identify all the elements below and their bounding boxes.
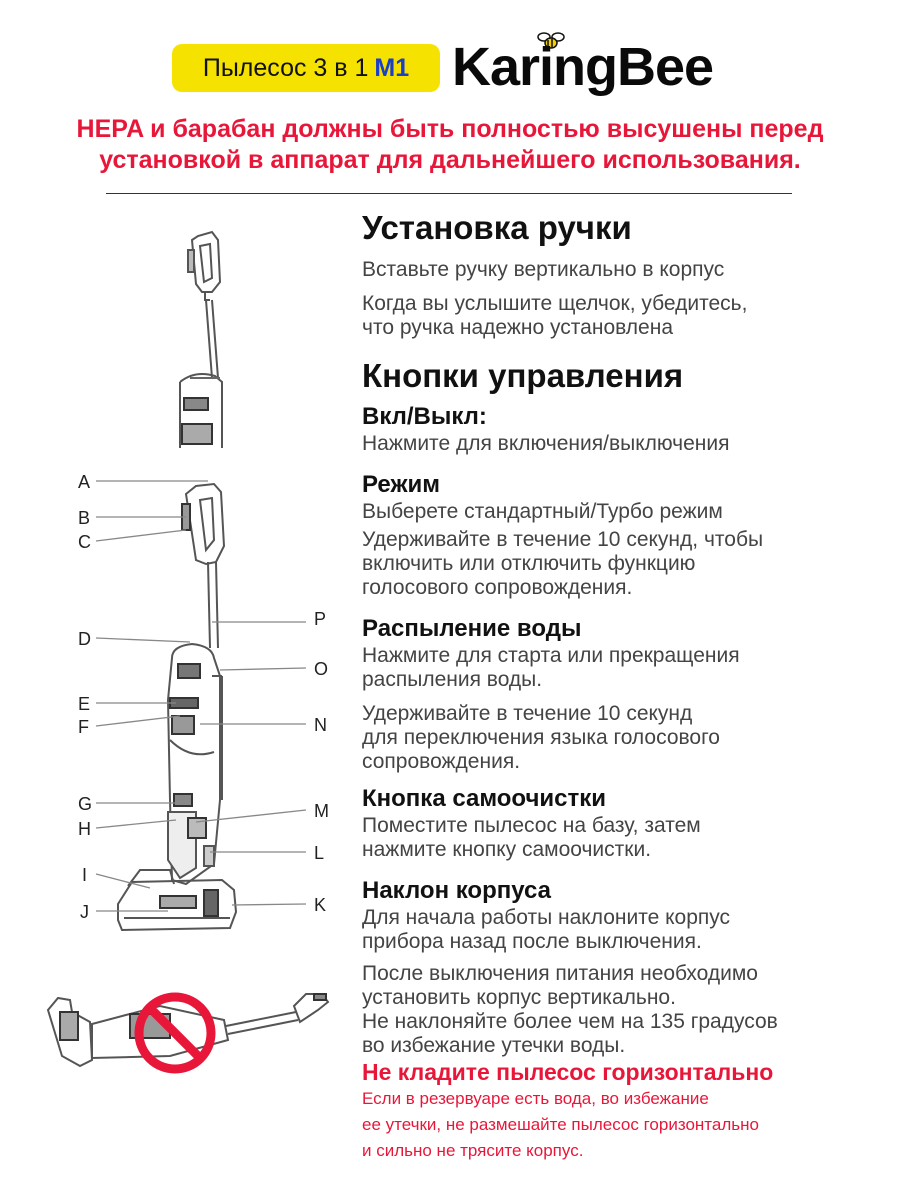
power-title: Вкл/Выкл: — [362, 403, 487, 430]
label-b: B — [78, 508, 91, 528]
label-l: L — [314, 843, 325, 863]
handle-install-illustration — [180, 232, 222, 448]
mode-text: Удерживайте в течение 10 секунд, чтобы включить или отключить функцию голосового сопровождения. — [362, 528, 764, 599]
label-h: H — [78, 819, 91, 839]
mode-text: Выберете стандартный/Турбо режим — [362, 500, 723, 523]
label-o: O — [314, 659, 329, 679]
label-i: I — [82, 865, 88, 885]
horizontal-warning-title: Не кладите пылесос горизонтально — [362, 1059, 774, 1085]
badge-model: M1 — [374, 54, 410, 82]
tilt-title: Наклон корпуса — [362, 877, 551, 904]
horizontal-warning-text: Если в резервуаре есть вода, во избежание ее утечки, не размешайте пылесос горизонтально и сильно не трясите корпус. — [362, 1089, 759, 1160]
vacuum-parts-diagram — [118, 484, 236, 930]
label-g: G — [78, 794, 93, 814]
horizontal-vacuum-illustration — [48, 994, 328, 1066]
selfclean-title: Кнопка самоочистки — [362, 785, 607, 812]
spray-title: Распыление воды — [362, 615, 582, 642]
label-m: M — [314, 801, 329, 821]
handle-text: Когда вы услышите щелчок, убедитесь, что ручка надежно установлена — [362, 292, 748, 339]
handle-text: Вставьте ручку вертикально в корпус — [362, 258, 725, 281]
label-n: N — [314, 715, 327, 735]
tilt-text: Для начала работы наклоните корпус прибора назад после выключения. — [362, 906, 731, 953]
warning-line: HEPA и барабан должны быть полностью высушены перед — [76, 115, 824, 143]
label-c: C — [78, 532, 91, 552]
tilt-text: После выключения питания необходимо установить корпус вертикально. Не наклоняйте более чем на 135 градусов во избежание утечки воды. — [362, 962, 778, 1057]
label-e: E — [78, 694, 91, 714]
label-k: K — [314, 895, 327, 915]
controls-title: Кнопки управления — [362, 357, 684, 394]
label-a: A — [78, 472, 91, 492]
label-f: F — [78, 717, 89, 737]
leader-lines — [96, 481, 306, 911]
brand-logo: KaringBee — [452, 37, 714, 97]
spray-text: Удерживайте в течение 10 секунд для переключения языка голосового сопровождения. — [362, 702, 720, 773]
badge-text: Пылесос 3 в 1 — [202, 54, 369, 82]
mode-title: Режим — [362, 471, 440, 498]
spray-text: Нажмите для старта или прекращения распыления воды. — [362, 644, 740, 691]
vacuum-illustrations — [0, 0, 360, 1200]
selfclean-text: Поместите пылесос на базу, затем нажмите кнопку самоочистки. — [362, 814, 701, 861]
instructions — [362, 206, 882, 1164]
power-text: Нажмите для включения/выключения — [362, 432, 730, 455]
label-p: P — [314, 609, 327, 629]
warning-line: установкой в аппарат для дальнейшего использования. — [99, 146, 801, 174]
label-j: J — [80, 902, 89, 922]
handle-title: Установка ручки — [362, 209, 632, 246]
label-d: D — [78, 629, 91, 649]
